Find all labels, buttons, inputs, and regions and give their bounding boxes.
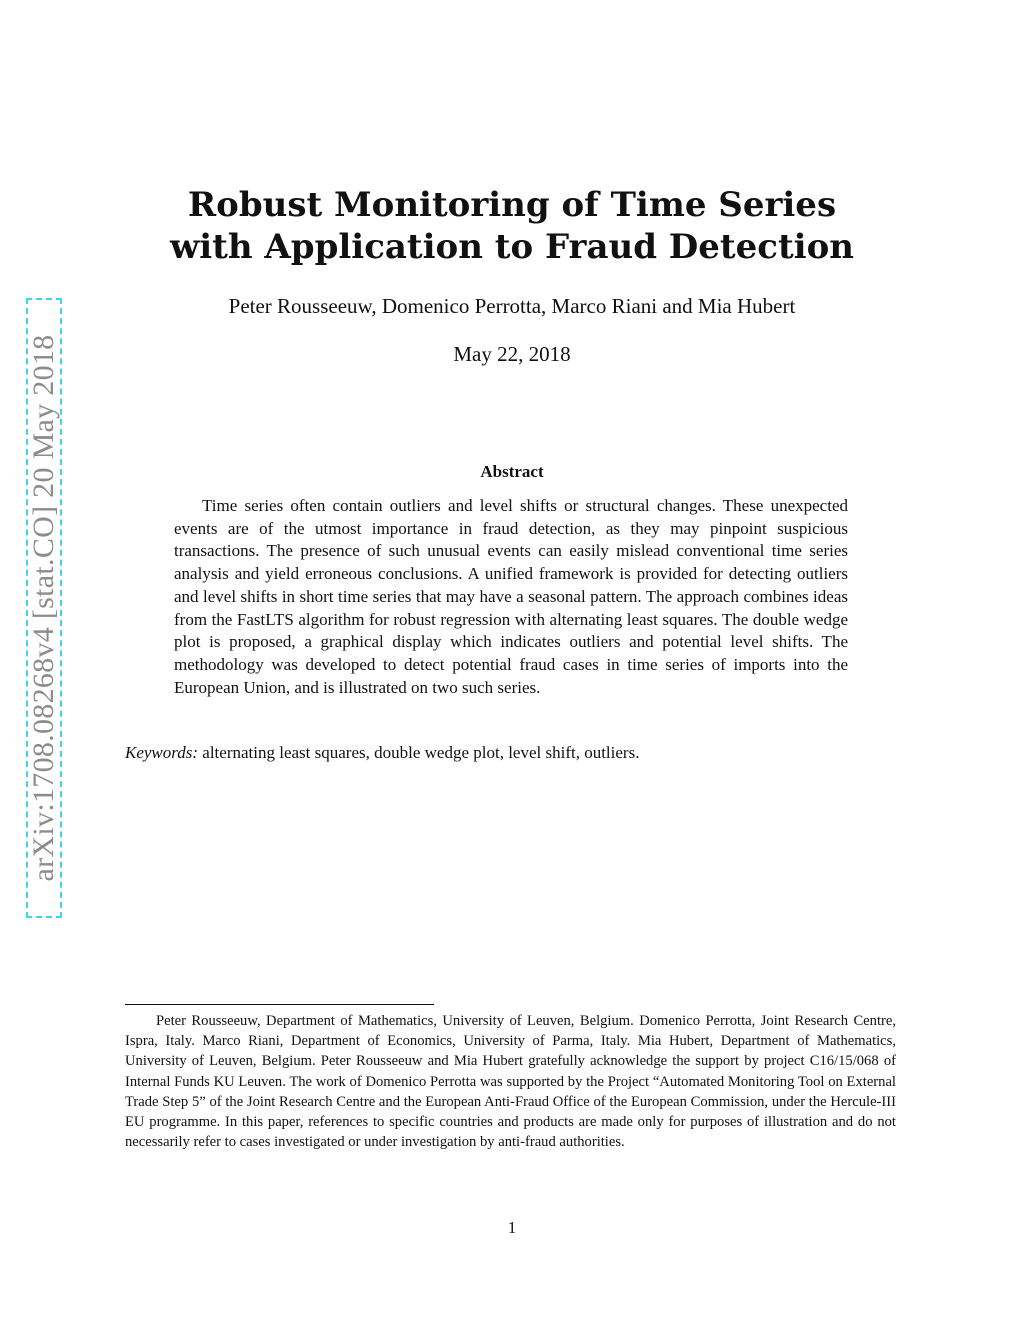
page-number: 1 [507, 1218, 517, 1237]
paper-title [0, 184, 1024, 268]
keywords [125, 742, 905, 764]
keywords-label: Keywords: [125, 743, 199, 762]
arxiv-stamp[interactable]: arXiv:1708.08268v4 [stat.CO] 20 May 2018 [27, 334, 60, 882]
date: May 22, 2018 [453, 342, 571, 366]
title-line-2: with Application to Fraud Detection [169, 227, 854, 267]
title-line-1: Robust Monitoring of Time Series [187, 185, 837, 225]
abstract-body: Time series often contain outliers and level shifts or structural changes. These unexpected events are of the utmost importance in fraud detection, as they may pinpoint suspicious transactions. The presence of such unusual events can easily mislead conventional time series analysis and yield erroneous conclusions. A unified framework is provided for detecting outliers and level shifts in short time series that may have a seasonal pattern. The approach combines ideas from the FastLTS algorithm for robust regression with alternating least squares. The double wedge plot is proposed, a graphical display which indicates outliers and potential level shifts. The methodology was developed to detect potential fraud cases in time series of imports into the European Union, and is illustrated on two such series. [174, 496, 848, 697]
footnote-rule [125, 1004, 434, 1005]
authors: Peter Rousseeuw, Domenico Perrotta, Marco Riani and Mia Hubert [228, 294, 796, 318]
keywords-text: alternating least squares, double wedge plot, level shift, outliers. [202, 743, 640, 762]
abstract-heading: Abstract [480, 462, 544, 481]
footnote: Peter Rousseeuw, Department of Mathematics, University of Leuven, Belgium. Domenico Perrotta, Joint Research Centre, Ispra, Italy. Marco Riani, Department of Economics, University of Parma, Italy. Mia Hubert, Department of Mathematics, University of Leuven, Belgium. Peter Rousseeuw and Mia Hubert gratefully acknowledge the support by project C16/15/068 of Internal Funds KU Leuven. The work of Domenico Perrotta was supported by the Project “Automated Monitoring Tool on External Trade Step 5” of the Joint Research Centre and the European Anti-Fraud Office of the European Commission, under the Hercule-III EU programme. In this paper, references to specific countries and products are made only for purposes of illustration and do not necessarily refer to cases investigated or under investigation by anti-fraud authorities. [125, 1013, 896, 1151]
